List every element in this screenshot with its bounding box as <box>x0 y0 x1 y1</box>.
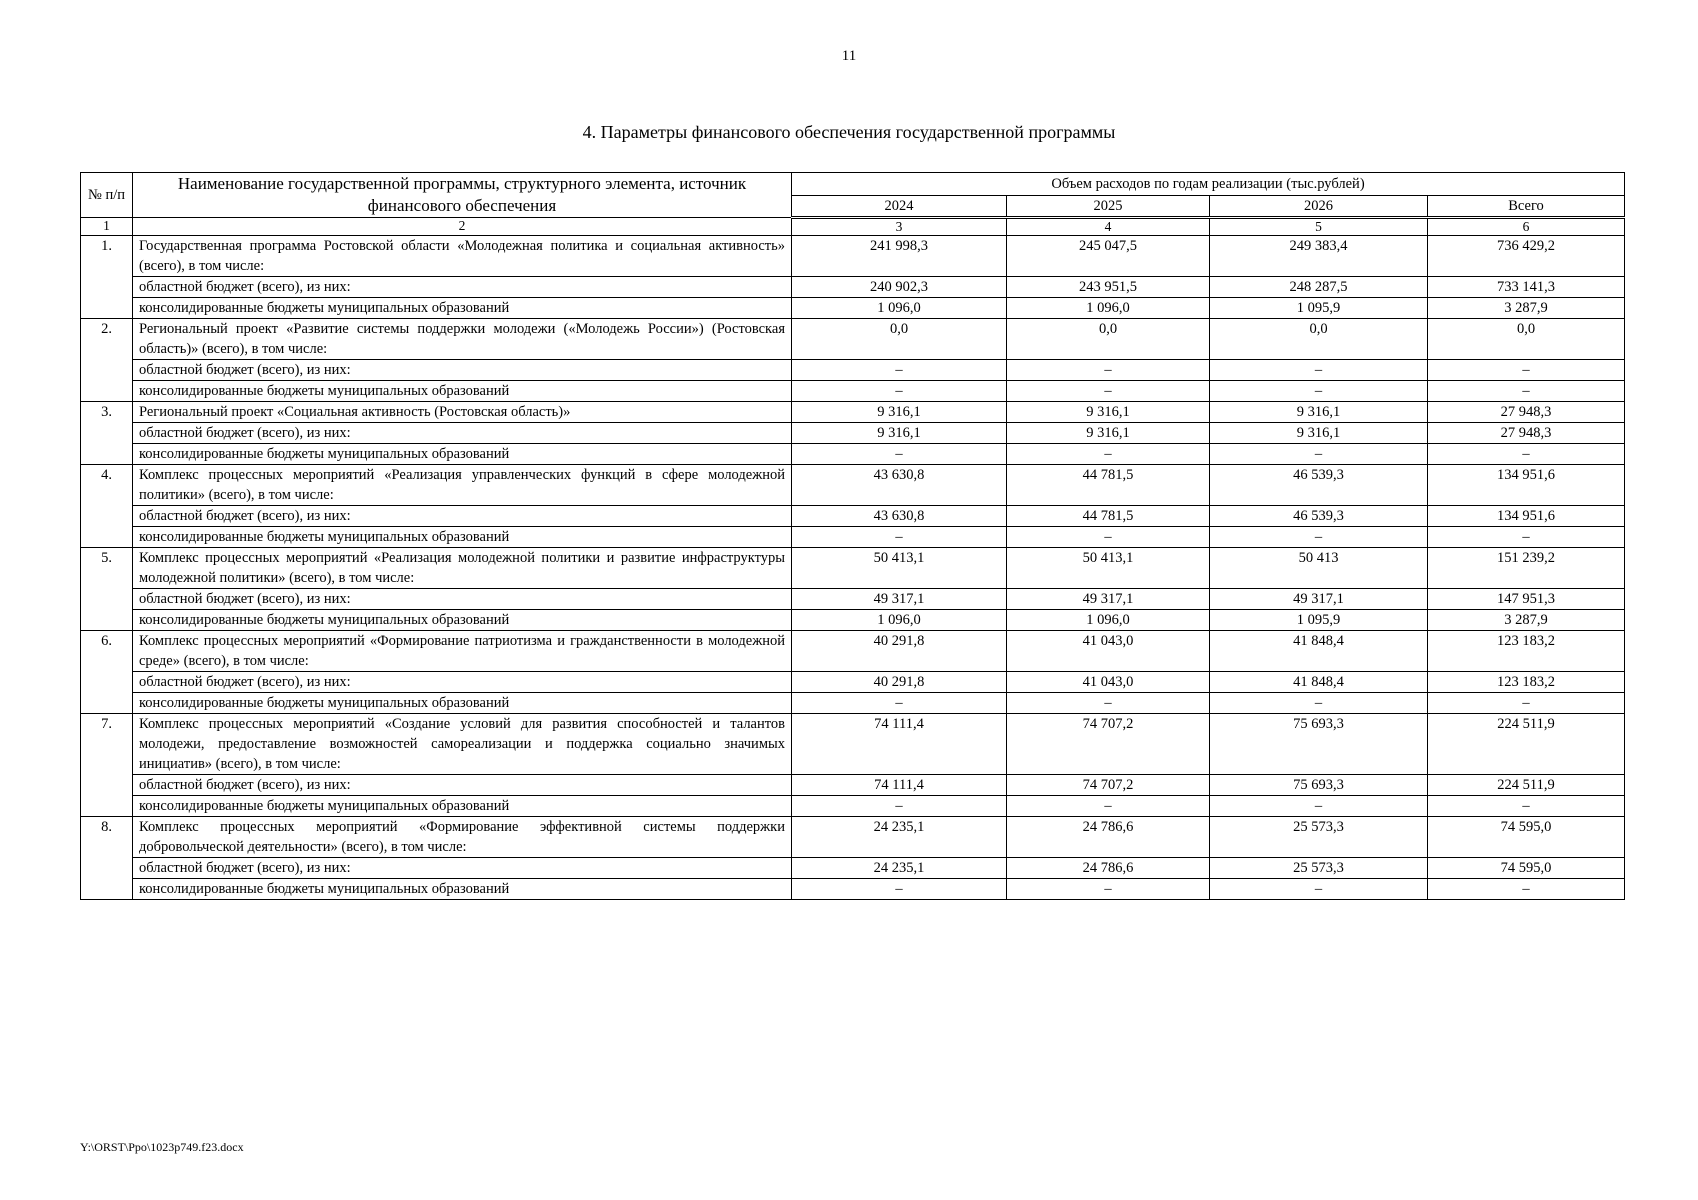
row-name: Государственная программа Ростовской области «Молодежная политика и социальная активность» (всего), в том числе: <box>133 236 792 277</box>
value-cell: 1 096,0 <box>1007 610 1210 631</box>
value-cell: 50 413 <box>1210 548 1428 589</box>
value-cell: – <box>1007 693 1210 714</box>
value-cell: 43 630,8 <box>792 506 1007 527</box>
table-row <box>81 423 1625 444</box>
value-cell: 134 951,6 <box>1428 506 1625 527</box>
value-cell: 74 595,0 <box>1428 817 1625 858</box>
row-name: областной бюджет (всего), из них: <box>133 277 792 298</box>
column-number: 2 <box>133 218 792 236</box>
value-cell: 245 047,5 <box>1007 236 1210 277</box>
value-cell: 40 291,8 <box>792 631 1007 672</box>
value-cell: 24 235,1 <box>792 858 1007 879</box>
column-number: 5 <box>1210 218 1428 236</box>
row-name: областной бюджет (всего), из них: <box>133 672 792 693</box>
value-cell: 49 317,1 <box>1210 589 1428 610</box>
financial-table <box>80 172 1625 900</box>
year-header: 2026 <box>1210 196 1428 218</box>
value-cell: 1 095,9 <box>1210 298 1428 319</box>
value-cell: 1 096,0 <box>792 610 1007 631</box>
value-cell: 25 573,3 <box>1210 858 1428 879</box>
value-cell: 44 781,5 <box>1007 465 1210 506</box>
value-cell: – <box>1428 693 1625 714</box>
value-cell: 41 043,0 <box>1007 631 1210 672</box>
col-name-header: Наименование государственной программы, структурного элемента, источник финансового обеспечения <box>133 173 792 218</box>
value-cell: 49 317,1 <box>792 589 1007 610</box>
value-cell: 74 111,4 <box>792 775 1007 796</box>
value-cell: 46 539,3 <box>1210 465 1428 506</box>
table-row <box>81 796 1625 817</box>
value-cell: 0,0 <box>1428 319 1625 360</box>
value-cell: 41 848,4 <box>1210 631 1428 672</box>
value-cell: – <box>792 360 1007 381</box>
value-cell: 0,0 <box>1210 319 1428 360</box>
row-number: 4. <box>81 465 133 548</box>
row-name: консолидированные бюджеты муниципальных образований <box>133 444 792 465</box>
table-row <box>81 277 1625 298</box>
value-cell: 240 902,3 <box>792 277 1007 298</box>
value-cell: 75 693,3 <box>1210 775 1428 796</box>
table-row <box>81 714 1625 775</box>
value-cell: – <box>1007 796 1210 817</box>
table-row <box>81 589 1625 610</box>
col-num-header: № п/п <box>81 173 133 218</box>
value-cell: 74 707,2 <box>1007 714 1210 775</box>
value-cell: 0,0 <box>792 319 1007 360</box>
value-cell: 41 043,0 <box>1007 672 1210 693</box>
table-row <box>81 693 1625 714</box>
value-cell: 25 573,3 <box>1210 817 1428 858</box>
row-name: областной бюджет (всего), из них: <box>133 775 792 796</box>
value-cell: 41 848,4 <box>1210 672 1428 693</box>
table-row <box>81 858 1625 879</box>
value-cell: 248 287,5 <box>1210 277 1428 298</box>
value-cell: 224 511,9 <box>1428 714 1625 775</box>
document-title: 4. Параметры финансового обеспечения государственной программы <box>582 122 1116 142</box>
value-cell: 224 511,9 <box>1428 775 1625 796</box>
row-name: консолидированные бюджеты муниципальных образований <box>133 527 792 548</box>
value-cell: 24 786,6 <box>1007 817 1210 858</box>
row-number: 8. <box>81 817 133 900</box>
table-row <box>81 298 1625 319</box>
value-cell: – <box>792 381 1007 402</box>
row-name: Комплекс процессных мероприятий «Формирование патриотизма и гражданственности в молодежной среде» (всего), в том числе: <box>133 631 792 672</box>
value-cell: 46 539,3 <box>1210 506 1428 527</box>
value-cell: – <box>792 796 1007 817</box>
value-cell: 243 951,5 <box>1007 277 1210 298</box>
value-cell: 134 951,6 <box>1428 465 1625 506</box>
value-cell: 249 383,4 <box>1210 236 1428 277</box>
row-number: 2. <box>81 319 133 402</box>
table-row <box>81 548 1625 589</box>
value-cell: – <box>792 693 1007 714</box>
value-cell: – <box>1210 796 1428 817</box>
year-header: 2025 <box>1007 196 1210 218</box>
value-cell: 3 287,9 <box>1428 298 1625 319</box>
value-cell: 9 316,1 <box>1210 402 1428 423</box>
value-cell: 24 786,6 <box>1007 858 1210 879</box>
row-name: областной бюджет (всего), из них: <box>133 589 792 610</box>
total-header: Всего <box>1428 196 1625 218</box>
year-header: 2024 <box>792 196 1007 218</box>
value-cell: 9 316,1 <box>792 402 1007 423</box>
row-number: 7. <box>81 714 133 817</box>
table-row <box>81 817 1625 858</box>
row-number: 6. <box>81 631 133 714</box>
table-row <box>81 610 1625 631</box>
value-cell: 0,0 <box>1007 319 1210 360</box>
value-cell: 27 948,3 <box>1428 402 1625 423</box>
row-name: областной бюджет (всего), из них: <box>133 360 792 381</box>
value-cell: 123 183,2 <box>1428 631 1625 672</box>
table-row <box>81 775 1625 796</box>
table-row <box>81 672 1625 693</box>
value-cell: 40 291,8 <box>792 672 1007 693</box>
value-cell: 9 316,1 <box>1210 423 1428 444</box>
value-cell: – <box>1007 381 1210 402</box>
row-name: Комплекс процессных мероприятий «Реализация молодежной политики и развитие инфраструктуры молодежной политики» (всего), в том числе: <box>133 548 792 589</box>
value-cell: – <box>792 527 1007 548</box>
value-cell: 1 095,9 <box>1210 610 1428 631</box>
row-name: консолидированные бюджеты муниципальных образований <box>133 298 792 319</box>
value-cell: 241 998,3 <box>792 236 1007 277</box>
column-number: 3 <box>792 218 1007 236</box>
value-cell: 75 693,3 <box>1210 714 1428 775</box>
row-name: областной бюджет (всего), из них: <box>133 858 792 879</box>
table-row <box>81 879 1625 900</box>
row-number: 5. <box>81 548 133 631</box>
value-cell: 123 183,2 <box>1428 672 1625 693</box>
value-cell: 24 235,1 <box>792 817 1007 858</box>
value-cell: 44 781,5 <box>1007 506 1210 527</box>
value-cell: – <box>792 444 1007 465</box>
row-number: 1. <box>81 236 133 319</box>
value-cell: – <box>1210 693 1428 714</box>
row-number: 3. <box>81 402 133 465</box>
value-cell: – <box>1210 444 1428 465</box>
row-name: областной бюджет (всего), из них: <box>133 423 792 444</box>
table-row <box>81 236 1625 277</box>
value-cell: 43 630,8 <box>792 465 1007 506</box>
value-cell: – <box>1428 360 1625 381</box>
value-cell: – <box>1428 444 1625 465</box>
col-group-header: Объем расходов по годам реализации (тыс.рублей) <box>792 173 1625 196</box>
value-cell: – <box>1007 444 1210 465</box>
row-name: Региональный проект «Развитие системы поддержки молодежи («Молодежь России») (Ростовская область)» (всего), в том числе: <box>133 319 792 360</box>
page-number: 11 <box>841 48 857 64</box>
value-cell: 9 316,1 <box>1007 402 1210 423</box>
value-cell: – <box>1007 360 1210 381</box>
table-row <box>81 402 1625 423</box>
row-name: консолидированные бюджеты муниципальных образований <box>133 879 792 900</box>
value-cell: 9 316,1 <box>1007 423 1210 444</box>
value-cell: – <box>1428 527 1625 548</box>
column-number-row <box>81 218 1625 236</box>
value-cell: 151 239,2 <box>1428 548 1625 589</box>
table-row <box>81 381 1625 402</box>
row-name: консолидированные бюджеты муниципальных образований <box>133 693 792 714</box>
value-cell: – <box>1210 527 1428 548</box>
table-row <box>81 465 1625 506</box>
column-number: 4 <box>1007 218 1210 236</box>
table-row <box>81 319 1625 360</box>
row-name: Комплекс процессных мероприятий «Формирование эффективной системы поддержки добровольческой деятельности» (всего), в том числе: <box>133 817 792 858</box>
value-cell: 9 316,1 <box>792 423 1007 444</box>
value-cell: 3 287,9 <box>1428 610 1625 631</box>
row-name: Региональный проект «Социальная активность (Ростовская область)» <box>133 402 792 423</box>
value-cell: – <box>1428 796 1625 817</box>
value-cell: – <box>1007 527 1210 548</box>
value-cell: 27 948,3 <box>1428 423 1625 444</box>
row-name: областной бюджет (всего), из них: <box>133 506 792 527</box>
value-cell: – <box>1007 879 1210 900</box>
table-row <box>81 631 1625 672</box>
value-cell: – <box>1428 879 1625 900</box>
footer-file-path: Y:\ORST\Ppo\1023p749.f23.docx <box>80 1140 244 1154</box>
row-name: консолидированные бюджеты муниципальных образований <box>133 610 792 631</box>
value-cell: 147 951,3 <box>1428 589 1625 610</box>
table-body <box>81 218 1625 900</box>
value-cell: 1 096,0 <box>1007 298 1210 319</box>
table-row <box>81 444 1625 465</box>
row-name: консолидированные бюджеты муниципальных образований <box>133 796 792 817</box>
value-cell: – <box>1210 879 1428 900</box>
value-cell: – <box>1428 381 1625 402</box>
column-number: 6 <box>1428 218 1625 236</box>
table-row <box>81 527 1625 548</box>
value-cell: 49 317,1 <box>1007 589 1210 610</box>
value-cell: 50 413,1 <box>792 548 1007 589</box>
value-cell: 74 707,2 <box>1007 775 1210 796</box>
value-cell: 50 413,1 <box>1007 548 1210 589</box>
value-cell: – <box>1210 381 1428 402</box>
table-row <box>81 360 1625 381</box>
column-number: 1 <box>81 218 133 236</box>
value-cell: 736 429,2 <box>1428 236 1625 277</box>
row-name: Комплекс процессных мероприятий «Реализация управленческих функций в сфере молодежной политики» (всего), в том числе: <box>133 465 792 506</box>
value-cell: – <box>1210 360 1428 381</box>
row-name: Комплекс процессных мероприятий «Создание условий для развития способностей и талантов молодежи, предоставление возможностей самореализации и поддержка социально значимых инициатив» (всего), в том числе: <box>133 714 792 775</box>
value-cell: 1 096,0 <box>792 298 1007 319</box>
value-cell: 733 141,3 <box>1428 277 1625 298</box>
value-cell: 74 111,4 <box>792 714 1007 775</box>
row-name: консолидированные бюджеты муниципальных образований <box>133 381 792 402</box>
value-cell: 74 595,0 <box>1428 858 1625 879</box>
value-cell: – <box>792 879 1007 900</box>
table-row <box>81 506 1625 527</box>
